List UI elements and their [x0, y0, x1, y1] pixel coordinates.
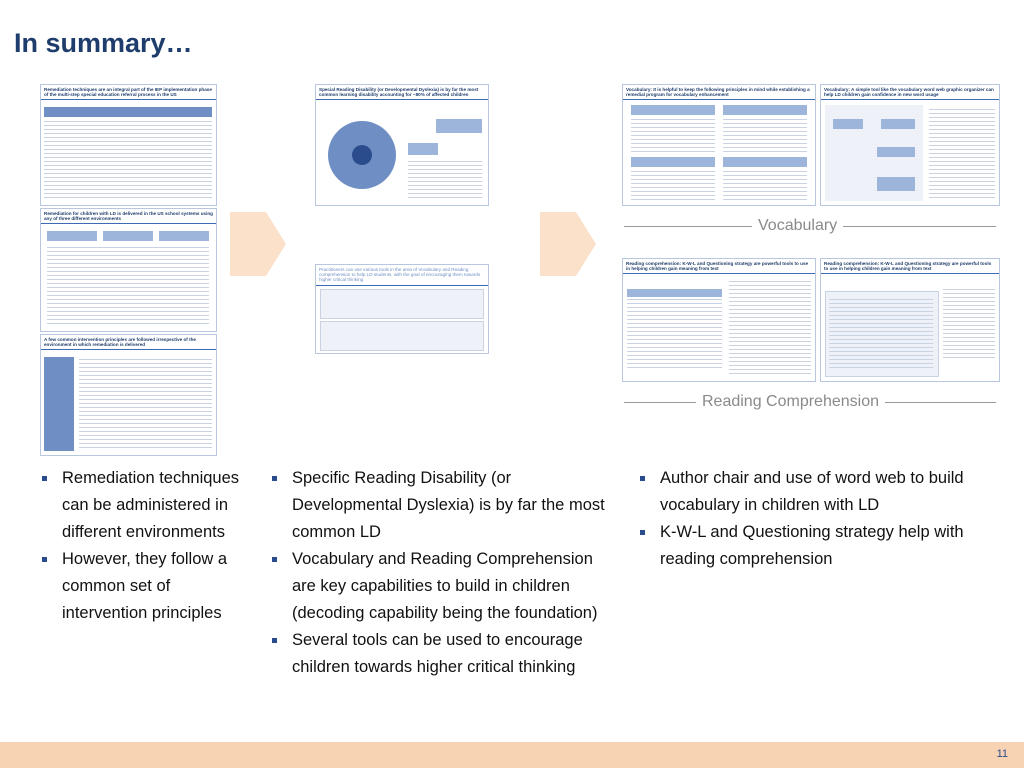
- thumbnail-title: A few common intervention principles are followed irrespective of the environment in which remediation is delivered: [41, 335, 216, 350]
- thumbnail-title: Remediation techniques are an integral part of the IEP implementation phase of the multi-step special education referral process in the US: [41, 85, 216, 100]
- bullet-item: Remediation techniques can be administered in different environments: [40, 465, 240, 546]
- thumbnail-dyslexia: [315, 84, 489, 206]
- thumbnail-title: Reading comprehension: K-W-L and Questioning strategy are powerful tools to use in helping children gain meaning from text: [623, 259, 815, 274]
- bullet-item: However, they follow a common set of intervention principles: [40, 546, 240, 627]
- thumbnail-title: Special Reading Disability (or Developmental Dyslexia) is by far the most common learning disability accounting for ~80% of affected children: [316, 85, 488, 100]
- thumbnail-ref-process: [40, 84, 217, 206]
- thumbnail-kwl: [622, 258, 816, 382]
- bullet-list-col2: [270, 465, 605, 681]
- bullet-list-col1: [40, 465, 240, 627]
- thumbnail-vocab-principles: [622, 84, 816, 206]
- bullet-item: K-W-L and Questioning strategy help with reading comprehension: [638, 519, 998, 573]
- arrow-right-icon: [230, 184, 288, 304]
- thumbnail-title: Vocabulary: A simple tool like the vocabulary word web graphic organizer can help LD children gain confidence in new word usage: [821, 85, 999, 100]
- page-number: 11: [996, 748, 1008, 760]
- footer-bar: [0, 742, 1024, 768]
- thumbnail-title: Reading comprehension: K-W-L and Questioning strategy are powerful tools to use in helping children gain meaning from text: [821, 259, 999, 274]
- thumbnail-principles: [40, 334, 217, 456]
- section-label-vocabulary: Vocabulary: [752, 217, 843, 235]
- bullet-item: Vocabulary and Reading Comprehension are key capabilities to build in children (decoding capability being the foundation): [270, 546, 605, 627]
- arrow-right-icon: [540, 184, 598, 304]
- thumbnail-title: Practitioners can use various tools in the area of Vocabulary and Reading comprehension to help LD students, with the goal of encouraging them towards higher critical thinking: [316, 265, 488, 286]
- thumbnail-title: Remediation for children with LD is delivered in the US school systems using any of three different environments: [41, 209, 216, 224]
- slide-title: In summary…: [14, 28, 193, 58]
- thumbnail-title: Vocabulary: It is helpful to keep the following principles in mind while establishing a remedial program for vocabulary enhancement: [623, 85, 815, 100]
- thumbnail-word-web: [820, 84, 1000, 206]
- bullet-item: Author chair and use of word web to build vocabulary in children with LD: [638, 465, 998, 519]
- thumbnail-tools: [315, 264, 489, 354]
- bullet-item: Several tools can be used to encourage children towards higher critical thinking: [270, 627, 605, 681]
- thumbnail-questioning: [820, 258, 1000, 382]
- bullet-list-col3: [638, 465, 998, 573]
- bullet-item: Specific Reading Disability (or Developmental Dyslexia) is by far the most common LD: [270, 465, 605, 546]
- thumbnail-environments: [40, 208, 217, 332]
- section-label-reading-comprehension: Reading Comprehension: [696, 393, 885, 411]
